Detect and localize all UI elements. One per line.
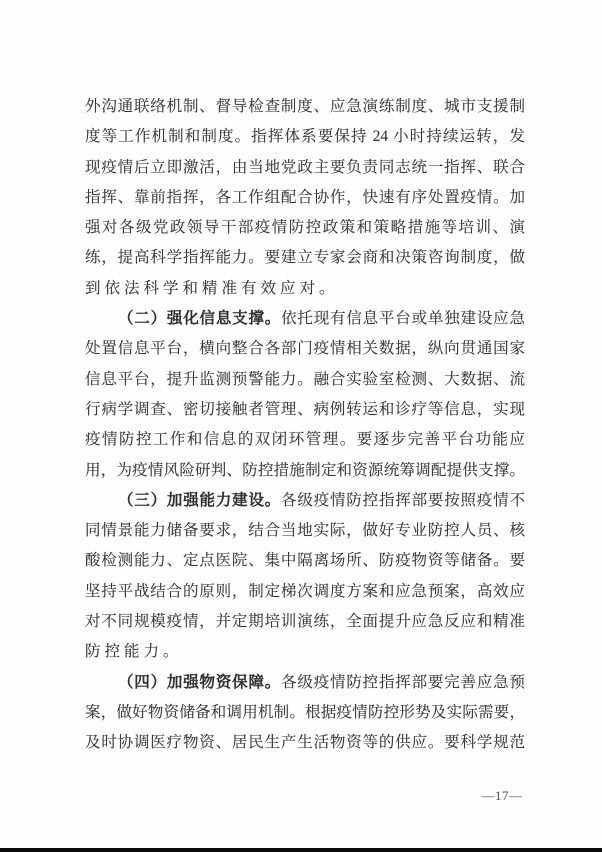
text-line <box>85 153 525 183</box>
text-line <box>85 577 525 607</box>
line-text: 同情景能力储备要求，结合当地实际，做好专业防控人员、核 <box>85 522 525 540</box>
text-line <box>85 213 525 243</box>
text-line <box>85 304 525 334</box>
text-line <box>85 183 525 213</box>
line-text: 用，为疫情风险研判、防控措施制定和资源统筹调配提供支撑。 <box>85 461 525 479</box>
line-text: 对不同规模疫情，并定期培训演练，全面提升应急反应和精准 <box>85 613 525 631</box>
text-line <box>85 637 525 667</box>
text-line <box>85 334 525 364</box>
paragraph-lead: （三）加强能力建设。 <box>118 491 282 509</box>
text-line <box>85 365 525 395</box>
line-text: 各级疫情防控指挥部要按照疫情不 <box>281 491 525 509</box>
paragraph-lead: （二）强化信息支撑。 <box>118 310 282 328</box>
text-line <box>85 456 525 486</box>
page-number: —17— <box>481 788 523 803</box>
line-text: 案，做好物资储备和调用机制。根据疫情防控形势及实际需要， <box>85 703 525 721</box>
text-line <box>85 607 525 637</box>
line-text: 到依法科学和精准有效应对。 <box>85 279 339 297</box>
line-text: 坚持平战结合的原则，制定梯次调度方案和应急预案，高效应 <box>85 582 525 600</box>
line-text: 疫情防控工作和信息的双闭环管理。要逐步完善平台功能应 <box>85 431 525 449</box>
line-text: 强对各级党政领导干部疫情防控政策和策略措施等培训、演 <box>85 219 525 237</box>
document-body <box>85 92 525 759</box>
text-line <box>85 698 525 728</box>
line-text: 信息平台，提升监测预警能力。融合实验室检测、大数据、流 <box>85 370 525 388</box>
text-line <box>85 668 525 698</box>
text-line <box>85 425 525 455</box>
line-text: 行病学调查、密切接触者管理、病例转运和诊疗等信息，实现 <box>85 400 525 418</box>
text-line <box>85 546 525 576</box>
line-text: 练，提高科学指挥能力。要建立专家会商和决策咨询制度，做 <box>85 249 525 267</box>
line-text: 处置信息平台，横向整合各部门疫情相关数据，纵向贯通国家 <box>85 340 525 358</box>
line-text: 各级疫情防控指挥部要完善应急预 <box>281 673 525 691</box>
text-line <box>85 728 525 758</box>
text-line <box>85 395 525 425</box>
line-text: 及时协调医疗物资、居民生产生活物资等的供应。要科学规范 <box>85 734 525 752</box>
line-text: 度等工作机制和制度。指挥体系要保持 24 小时持续运转，发 <box>85 128 525 146</box>
line-text: 现疫情后立即激活，由当地党政主要负责同志统一指挥、联合 <box>85 158 525 176</box>
text-line <box>85 92 525 122</box>
text-line <box>85 274 525 304</box>
text-line <box>85 243 525 273</box>
line-text: 酸检测能力、定点医院、集中隔离场所、防疫物资等储备。要 <box>85 552 525 570</box>
line-text: 依托现有信息平台或单独建设应急 <box>281 310 525 328</box>
line-text: 防控能力。 <box>85 643 183 661</box>
paragraph-lead: （四）加强物资保障。 <box>118 673 282 691</box>
text-line <box>85 486 525 516</box>
line-text: 指挥、靠前指挥，各工作组配合协作，快速有序处置疫情。加 <box>85 188 525 206</box>
text-line <box>85 516 525 546</box>
text-line <box>85 122 525 152</box>
line-text: 外沟通联络机制、督导检查制度、应急演练制度、城市支援制 <box>85 98 525 115</box>
scan-edge-line <box>0 848 602 852</box>
